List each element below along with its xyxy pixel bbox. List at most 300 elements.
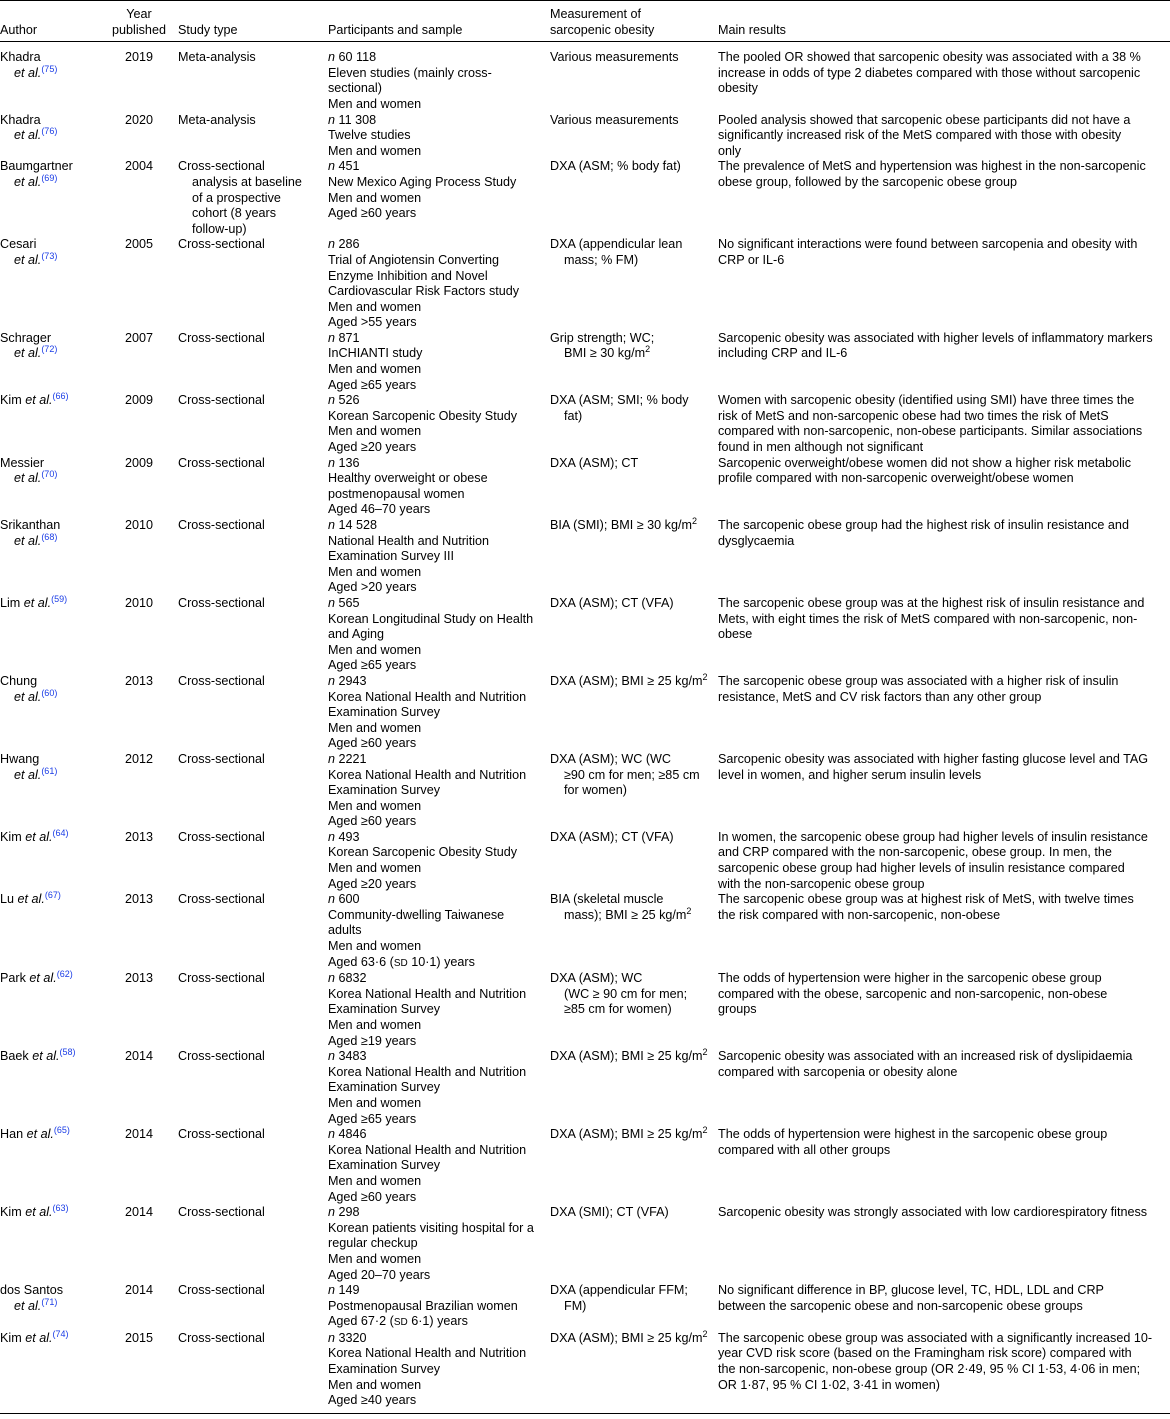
participants-line: Examination Survey — [328, 1362, 440, 1377]
reference-link[interactable]: (63) — [52, 1202, 69, 1213]
study-type-line: follow-up) — [192, 221, 247, 236]
study-type-line: Cross-sectional — [178, 330, 265, 345]
author-line: Khadra — [0, 50, 41, 65]
participants-line: Men and women — [328, 720, 422, 735]
measurement-line: DXA (appendicular lean — [550, 237, 683, 252]
author-cell — [0, 827, 104, 892]
reference-link[interactable]: (65) — [53, 1124, 70, 1135]
study-type-cell — [178, 159, 328, 237]
reference-link[interactable]: (59) — [51, 593, 68, 604]
measurement-cell — [550, 1205, 718, 1283]
measurement-line: DXA (SMI); CT (VFA) — [550, 1205, 669, 1220]
participants-line: Aged ≥65 years — [328, 377, 417, 392]
results-line: sarcopenic obese group had higher levels of insulin resistance compared — [718, 861, 1125, 876]
author-line: et al.$^{(69)}$ — [14, 172, 58, 189]
participants-line: National Health and Nutrition — [328, 533, 490, 548]
participants-line: n 286 — [328, 237, 360, 252]
table-row — [0, 674, 1170, 752]
measurement-line: DXA (ASM; SMI; % body — [550, 393, 689, 408]
reference-link[interactable]: (73) — [41, 250, 58, 261]
measurement-cell — [550, 1124, 718, 1205]
participants-line: regular checkup — [328, 1236, 418, 1251]
study-type-line: Cross-sectional — [178, 1205, 265, 1220]
participants-cell — [328, 971, 550, 1049]
participants-line: n 600 — [328, 892, 360, 907]
measurement-line: ≥90 cm for men; ≥85 cm — [564, 767, 700, 782]
header-year-line2: published — [112, 22, 166, 37]
participants-line: adults — [328, 923, 362, 938]
results-line: increase in odds of type 2 diabetes compared with those without sarcopenic — [718, 65, 1141, 80]
results-line: The odds of hypertension were higher in the sarcopenic obese group — [718, 971, 1102, 986]
measurement-line: mass); BMI ≥ 25 $kg/m^2$ — [564, 905, 692, 922]
results-cell — [718, 456, 1170, 518]
results-line: The sarcopenic obese group was at highest risk of MetS, with twelve times — [718, 892, 1134, 907]
study-type-line: Cross-sectional — [178, 159, 265, 174]
author-line: Lu et al.$^{(67)}$ — [0, 890, 61, 907]
results-cell — [718, 1205, 1170, 1283]
year-cell: 2009 — [124, 455, 154, 470]
table-row — [0, 331, 1170, 393]
participants-line: Men and women — [328, 564, 422, 579]
header-year-line1: Year — [126, 7, 152, 21]
participants-cell — [328, 393, 550, 455]
participants-line: Korea National Health and Nutrition — [328, 1142, 527, 1157]
participants-line: Korean Sarcopenic Obesity Study — [328, 845, 518, 860]
participants-line: n 60 118 — [328, 50, 377, 65]
results-line: found in men although not significant — [718, 440, 924, 455]
study-type-line: Cross-sectional — [178, 518, 265, 532]
participants-cell — [328, 159, 550, 237]
author-line: Lim et al.$^{(59)}$ — [0, 593, 68, 610]
participants-line: n 136 — [328, 455, 360, 470]
participants-line: Aged ≥19 years — [328, 1033, 417, 1048]
participants-cell — [328, 1283, 550, 1331]
results-line: compared with the obese, sarcopenic and non-sarcopenic, non-obese — [718, 986, 1108, 1001]
study-type-cell — [178, 1283, 328, 1331]
author-line: Messier — [0, 455, 45, 470]
results-line: significantly increased risk of the MetS compared with those with obesity — [718, 128, 1122, 143]
measurement-line: Various measurements — [550, 50, 679, 65]
study-type-cell — [178, 393, 328, 455]
study-type-line: Cross-sectional — [178, 595, 265, 610]
measurement-line: BIA (SMI); BMI ≥ 30 $kg/m^2$ — [550, 515, 697, 532]
study-type-cell — [178, 42, 328, 113]
study-type-line: Meta-analysis — [178, 50, 256, 65]
results-cell — [718, 1127, 1170, 1205]
results-cell — [718, 237, 1170, 331]
measurement-line: BIA (skeletal muscle — [550, 892, 664, 907]
study-type-line: Cross-sectional — [178, 971, 265, 986]
study-type-line: Cross-sectional — [178, 237, 265, 252]
participants-line: Examination Survey — [328, 1002, 440, 1017]
measurement-line: FM) — [564, 1298, 587, 1313]
author-cell — [0, 456, 104, 518]
results-line: The sarcopenic obese group was associated with a significantly increased 10- — [718, 1330, 1153, 1345]
participants-line: Men and women — [328, 642, 422, 657]
participants-line: Aged 46–70 years — [328, 502, 431, 517]
table-row — [0, 971, 1170, 1049]
study-type-cell — [178, 830, 328, 892]
participants-line: Trial of Angiotensin Converting — [328, 252, 500, 267]
measurement-cell — [550, 596, 718, 674]
results-line: Sarcopenic obesity was associated with higher levels of inflammatory markers — [718, 330, 1153, 345]
results-line: The odds of hypertension were highest in the sarcopenic obese group — [718, 1127, 1108, 1142]
author-cell — [0, 674, 104, 752]
measurement-cell — [550, 971, 718, 1049]
reference-link[interactable]: (69) — [41, 172, 58, 183]
results-line: the risk compared with non-sarcopenic, non-obese — [718, 907, 1001, 922]
results-line: obese group, followed by the sarcopenic obese group — [718, 174, 1017, 189]
participants-line: Examination Survey — [328, 1080, 440, 1095]
study-type-line: Cross-sectional — [178, 1127, 265, 1142]
table-row — [0, 1049, 1170, 1127]
participants-line: n 3320 — [328, 1330, 367, 1345]
author-cell — [0, 1328, 104, 1413]
results-line: Sarcopenic obesity was associated with higher fasting glucose level and TAG — [718, 751, 1149, 766]
participants-line: Cardiovascular Risk Factors study — [328, 284, 520, 299]
measurement-line: fat) — [564, 408, 583, 423]
participants-line: Men and women — [328, 798, 422, 813]
header-measurement-line1: Measurement of — [550, 7, 641, 21]
reference-link[interactable]: (67) — [44, 890, 61, 901]
measurement-cell — [550, 237, 718, 331]
participants-line: Healthy overweight or obese — [328, 471, 488, 486]
participants-line: postmenopausal women — [328, 486, 465, 501]
results-line: No significant difference in BP, glucose level, TC, HDL, LDL and CRP — [718, 1283, 1104, 1298]
results-line: dysglycaemia — [718, 533, 795, 548]
author-cell — [0, 752, 104, 830]
year-cell: 2013 — [124, 673, 154, 688]
study-type-line: Cross-sectional — [178, 455, 265, 470]
measurement-line: DXA (ASM; % body fat) — [550, 159, 681, 174]
participants-line: n 493 — [328, 829, 360, 844]
study-type-cell — [178, 752, 328, 830]
header-measurement-line2: sarcopenic obesity — [550, 22, 655, 37]
measurement-line: DXA (ASM); CT (VFA) — [550, 829, 674, 844]
participants-cell — [328, 752, 550, 830]
author-cell — [0, 1202, 104, 1283]
measurement-cell — [550, 752, 718, 830]
author-cell — [0, 1283, 104, 1331]
measurement-cell — [550, 1283, 718, 1331]
year-cell: 2012 — [124, 751, 154, 766]
reference-link[interactable]: (61) — [41, 765, 58, 776]
year-cell: 2013 — [124, 829, 154, 844]
participants-line: Korea National Health and Nutrition — [328, 1346, 527, 1361]
results-line: the non-sarcopenic, non-obese group (OR 2·49, 95 % CI 1·53, 4·06 in men; — [718, 1362, 1141, 1377]
participants-line: Aged ≥60 years — [328, 736, 417, 751]
participants-line: Aged ≥20 years — [328, 876, 417, 891]
results-line: OR 1·87, 95 % CI 1·02, 3·41 in women) — [718, 1377, 940, 1392]
participants-line: n 4846 — [328, 1127, 367, 1142]
study-type-cell — [178, 456, 328, 518]
reference-link[interactable]: (71) — [41, 1296, 58, 1307]
results-line: obese — [718, 627, 753, 642]
results-line: Pooled analysis showed that sarcopenic obese participants did not have a — [718, 112, 1131, 127]
participants-line: Men and women — [328, 362, 422, 377]
table-row — [0, 393, 1170, 455]
table-row — [0, 456, 1170, 518]
author-line: Khadra — [0, 112, 41, 127]
participants-line: and Aging — [328, 627, 385, 642]
author-line: Schrager — [0, 330, 52, 345]
measurement-cell — [550, 159, 718, 237]
reference-link[interactable]: (75) — [41, 63, 58, 74]
year-cell: 2014 — [124, 1205, 154, 1220]
participants-line: Aged ≥40 years — [328, 1393, 417, 1408]
participants-cell — [328, 113, 550, 160]
participants-line: Korea National Health and Nutrition — [328, 986, 527, 1001]
study-type-cell — [178, 1127, 328, 1205]
study-type-cell — [178, 892, 328, 971]
study-type-cell — [178, 1205, 328, 1283]
participants-line: Men and women — [328, 1018, 422, 1032]
results-line: including CRP and IL-6 — [718, 346, 848, 361]
results-line: between the sarcopenic obese and non-sarcopenic obese groups — [718, 1298, 1083, 1313]
participants-line: Korea National Health and Nutrition — [328, 1064, 527, 1079]
reference-link[interactable]: (74) — [52, 1328, 69, 1339]
study-type-line: Cross-sectional — [178, 673, 265, 688]
measurement-line: Various measurements — [550, 112, 679, 127]
measurement-cell — [550, 671, 718, 752]
measurement-line: DXA (ASM); WC — [550, 971, 643, 986]
participants-line: Eleven studies (mainly cross- — [328, 65, 492, 80]
participants-line: Men and women — [328, 1251, 422, 1266]
participants-line: Aged 20–70 years — [328, 1267, 431, 1282]
author-line: et al.$^{(70)}$ — [14, 469, 58, 486]
participants-cell — [328, 456, 550, 518]
measurement-line: DXA (ASM); BMI ≥ 25 $kg/m^2$ — [550, 1047, 708, 1064]
participants-line: Aged ≥65 years — [328, 658, 417, 673]
author-cell — [0, 237, 104, 331]
year-cell: 2005 — [124, 237, 154, 252]
participants-line: Korean Longitudinal Study on Health — [328, 611, 534, 626]
author-line: Park et al.$^{(62)}$ — [0, 969, 73, 986]
results-cell — [718, 393, 1170, 455]
study-type-line: Cross-sectional — [178, 1283, 265, 1298]
reference-link[interactable]: (66) — [52, 391, 69, 402]
reference-link[interactable]: (72) — [41, 344, 58, 355]
author-line: Srikanthan — [0, 518, 61, 532]
results-cell — [718, 1331, 1170, 1413]
measurement-line: DXA (ASM); WC (WC — [550, 751, 672, 766]
results-line: year CVD risk score (based on the Framingham risk score) compared with — [718, 1346, 1132, 1361]
header-row — [0, 1, 1170, 42]
year-cell: 2014 — [124, 1127, 154, 1142]
participants-cell — [328, 331, 550, 393]
participants-line: n 11 308 — [328, 112, 377, 127]
author-line: Han et al.$^{(65)}$ — [0, 1124, 70, 1142]
participants-line: Community-dwelling Taiwanese — [328, 907, 505, 922]
study-type-line: analysis at baseline — [192, 174, 302, 189]
reference-link[interactable]: (60) — [41, 687, 58, 698]
study-type-line: Meta-analysis — [178, 112, 256, 127]
author-cell — [0, 393, 104, 455]
reference-link[interactable]: (70) — [41, 469, 58, 480]
results-cell — [718, 971, 1170, 1049]
participants-cell — [328, 596, 550, 674]
results-cell — [718, 42, 1170, 113]
author-cell — [0, 42, 104, 113]
results-cell — [718, 1283, 1170, 1331]
header-results: Main results — [718, 1, 1170, 42]
measurement-line: BMI ≥ 30 $kg/m^2$ — [564, 344, 651, 361]
measurement-line: DXA (ASM); BMI ≥ 25 $kg/m^2$ — [550, 1124, 708, 1142]
results-line: The sarcopenic obese group was associated with a higher risk of insulin — [718, 673, 1119, 688]
author-cell — [0, 518, 104, 596]
results-cell — [718, 674, 1170, 752]
results-line: The pooled OR showed that sarcopenic obesity was associated with a 38 % — [718, 50, 1141, 65]
participants-cell — [328, 1331, 550, 1413]
results-line: Sarcopenic overweight/obese women did not show a higher risk metabolic — [718, 455, 1132, 470]
results-line: The sarcopenic obese group had the highest risk of insulin resistance and — [718, 518, 1129, 532]
author-cell — [0, 113, 104, 160]
study-type-cell — [178, 971, 328, 1049]
results-line: Mets, with eight times the risk of MetS compared with non-sarcopenic, non- — [718, 611, 1138, 626]
author-line: et al.$^{(61)}$ — [14, 765, 58, 782]
participants-line: n 526 — [328, 393, 360, 408]
author-line: et al.$^{(73)}$ — [14, 250, 58, 267]
participants-line: n 451 — [328, 159, 360, 174]
participants-line: Twelve studies — [328, 128, 411, 143]
header-participants: Participants and sample — [328, 1, 550, 42]
study-type-line: Cross-sectional — [178, 1049, 265, 1064]
author-line: Hwang — [0, 751, 40, 766]
measurement-cell — [550, 393, 718, 455]
table-row — [0, 1283, 1170, 1331]
participants-line: Examination Survey III — [328, 549, 454, 564]
participants-cell — [328, 1049, 550, 1127]
measurement-cell — [550, 892, 718, 971]
participants-cell — [328, 518, 550, 596]
results-cell — [718, 1049, 1170, 1127]
participants-line: n 149 — [328, 1283, 360, 1298]
year-cell: 2014 — [124, 1283, 154, 1298]
participants-line: Men and women — [328, 96, 422, 111]
year-cell: 2010 — [124, 595, 154, 610]
measurement-line: DXA (ASM); CT (VFA) — [550, 595, 674, 610]
author-cell — [0, 971, 104, 1049]
table-row — [0, 830, 1170, 892]
year-cell: 2010 — [124, 518, 154, 532]
participants-line: n 298 — [328, 1205, 360, 1220]
measurement-cell — [550, 113, 718, 160]
author-cell — [0, 593, 104, 674]
results-cell — [718, 596, 1170, 674]
table-row — [0, 113, 1170, 160]
year-cell: 2009 — [124, 393, 154, 408]
participants-line: Korea National Health and Nutrition — [328, 689, 527, 704]
results-cell — [718, 159, 1170, 237]
participants-cell — [328, 42, 550, 113]
participants-line: n 6832 — [328, 971, 367, 986]
year-cell: 2004 — [124, 159, 154, 174]
year-cell: 2013 — [124, 971, 154, 986]
participants-cell — [328, 830, 550, 892]
header-measurement — [550, 1, 718, 42]
results-cell — [718, 113, 1170, 160]
measurement-cell — [550, 456, 718, 518]
measurement-line: DXA (ASM); CT — [550, 455, 639, 470]
author-line: et al.$^{(72)}$ — [14, 344, 58, 361]
participants-line: Aged 63·6 (SD 10·1) years — [328, 954, 475, 969]
participants-line: Examination Survey — [328, 1158, 440, 1173]
year-cell: 2007 — [124, 330, 154, 345]
reference-link[interactable]: (68) — [41, 531, 58, 542]
measurement-line: ≥85 cm for women) — [564, 1002, 672, 1017]
participants-cell — [328, 674, 550, 752]
measurement-line: DXA (ASM); BMI ≥ 25 $kg/m^2$ — [550, 671, 708, 688]
participants-line: Aged ≥60 years — [328, 1189, 417, 1204]
participants-line: Men and women — [328, 143, 422, 158]
study-type-line: Cross-sectional — [178, 1330, 265, 1345]
participants-line: Korea National Health and Nutrition — [328, 767, 527, 782]
reference-link[interactable]: (62) — [56, 969, 73, 980]
results-line: No significant interactions were found between sarcopenia and obesity with — [718, 237, 1138, 252]
author-line: et al.$^{(60)}$ — [14, 687, 58, 704]
header-author: Author — [0, 1, 104, 42]
participants-line: Men and women — [328, 939, 422, 954]
measurement-line: DXA (ASM); BMI ≥ 25 $kg/m^2$ — [550, 1328, 708, 1345]
measurement-line: Grip strength; WC; — [550, 330, 655, 345]
participants-line: InCHIANTI study — [328, 346, 423, 361]
participants-line: Korean patients visiting hospital for a — [328, 1220, 534, 1235]
results-cell — [718, 830, 1170, 892]
results-line: Sarcopenic obesity was strongly associated with low cardiorespiratory fitness — [718, 1205, 1148, 1220]
author-line: dos Santos — [0, 1283, 64, 1298]
results-line: profile compared with non-sarcopenic overweight/obese women — [718, 471, 1074, 486]
header-year — [104, 1, 178, 42]
participants-line: Men and women — [328, 1377, 422, 1392]
measurement-cell — [550, 830, 718, 892]
author-cell — [0, 159, 104, 237]
participants-line: sectional) — [328, 81, 382, 96]
measurement-line: mass; % FM) — [564, 252, 639, 267]
participants-line: Aged ≥60 years — [328, 206, 417, 221]
results-line: The sarcopenic obese group was at the highest risk of insulin resistance and — [718, 595, 1145, 610]
participants-line: Examination Survey — [328, 783, 440, 798]
table-body — [0, 42, 1170, 1414]
study-type-cell — [178, 596, 328, 674]
header-study-type: Study type — [178, 1, 328, 42]
reference-link[interactable]: (64) — [52, 827, 69, 838]
participants-line: n 871 — [328, 330, 360, 345]
results-line: and CRP compared with the non-sarcopenic, obese group. In men, the — [718, 845, 1112, 860]
participants-line: Korean Sarcopenic Obesity Study — [328, 408, 518, 423]
study-type-line: Cross-sectional — [178, 393, 265, 408]
reference-link[interactable]: (58) — [59, 1047, 76, 1057]
reference-link[interactable]: (76) — [41, 125, 58, 136]
table-row — [0, 237, 1170, 331]
measurement-line: for women) — [564, 783, 627, 798]
measurement-cell — [550, 1328, 718, 1413]
study-type-line: Cross-sectional — [178, 829, 265, 844]
table-row — [0, 42, 1170, 113]
participants-line: Aged 67·2 (SD 6·1) years — [328, 1314, 468, 1329]
measurement-line: (WC ≥ 90 cm for men; — [564, 986, 688, 1001]
participants-line: n 14 528 — [328, 518, 378, 532]
participants-cell — [328, 237, 550, 331]
author-line: Chung — [0, 673, 38, 688]
participants-line: Postmenopausal Brazilian women — [328, 1298, 518, 1313]
table-row — [0, 1127, 1170, 1205]
participants-line: Aged >20 years — [328, 580, 417, 595]
participants-line: Men and women — [328, 861, 422, 876]
study-type-cell — [178, 331, 328, 393]
study-type-cell — [178, 237, 328, 331]
year-cell: 2013 — [124, 892, 154, 907]
year-cell: 2020 — [124, 112, 154, 127]
